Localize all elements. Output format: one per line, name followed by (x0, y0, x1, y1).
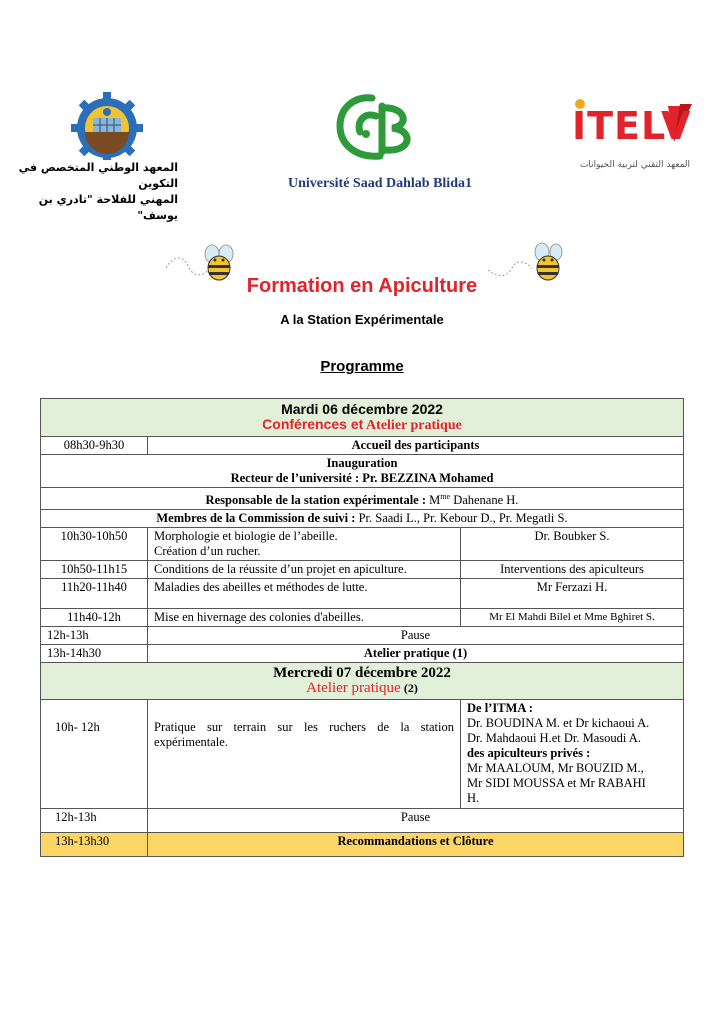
private-line-3: H. (467, 791, 480, 806)
session-speaker: Interventions des apiculteurs (461, 561, 684, 579)
institute-name-line-1: المعهد الوطني المتخصص في التكوين (18, 161, 178, 190)
institute-gear-logo (52, 92, 162, 160)
station-name: Dahenane H. (453, 493, 519, 508)
institute-name-arabic (18, 160, 178, 224)
session-time: 11h20-11h40 (41, 579, 148, 609)
day2-theme-text: Atelier pratique (306, 680, 401, 697)
programme-heading: Programme (320, 358, 404, 375)
university-name: Université Saad Dahlab Blida1 (288, 176, 472, 191)
practice-topic: Pratique sur terrain sur les ruchers de la station expérimentale. (148, 700, 461, 809)
table-row (41, 809, 684, 833)
welcome-time: 08h30-9h30 (41, 437, 148, 455)
private-line-1: Mr MAALOUM, Mr BOUZID M., (467, 761, 644, 776)
page-subtitle: A la Station Expérimentale (280, 312, 444, 327)
session-time: 11h40-12h (41, 609, 148, 627)
commission-label: Membres de la Commission de suivi : (156, 511, 356, 526)
session-topic: Conditions de la réussite d’un projet en apiculture. (148, 561, 461, 579)
closing-row (41, 833, 684, 857)
day1-header (41, 399, 684, 437)
inauguration-cell (41, 455, 684, 488)
session-time: 10h50-11h15 (41, 561, 148, 579)
institute-name-line-2: المهني للفلاحة "تادري بن يوسف" (38, 193, 178, 222)
table-row (41, 627, 684, 645)
pause-time: 12h-13h (41, 809, 148, 833)
table-row (41, 455, 684, 488)
table-row (41, 561, 684, 579)
workshop-time: 13h-14h30 (41, 645, 148, 663)
closing-label: Recommandations et Clôture (148, 833, 684, 857)
station-name-prefix: M (429, 493, 441, 508)
day1-theme-a: Conférences et (262, 416, 364, 432)
pause-label: Pause (148, 627, 684, 645)
programme-table (40, 398, 684, 857)
session-speaker: Dr. Boubker S. (461, 528, 684, 561)
table-row (41, 579, 684, 609)
session-topic (148, 528, 461, 561)
station-cell (41, 488, 684, 510)
itelv-logo (570, 96, 700, 152)
session-speaker: Mr El Mahdi Bilel et Mme Bghiret S. (461, 609, 684, 627)
closing-time: 13h-13h30 (41, 833, 148, 857)
day2-header (41, 663, 684, 700)
table-row (41, 528, 684, 561)
table-row (41, 700, 684, 809)
session-topic-line-1: Morphologie et biologie de l’abeille. (154, 529, 338, 544)
day2-theme (47, 681, 677, 696)
itma-line-2: Dr. Mahdaoui H.et Dr. Masoudi A. (467, 731, 641, 746)
day2-theme-num: (2) (403, 681, 418, 696)
page-title: Formation en Apiculture (246, 275, 478, 297)
rector-line: Recteur de l’université : Pr. BEZZINA Mohamed (230, 471, 494, 485)
commission-members: Pr. Saadi L., Pr. Kebour D., Pr. Megatli S. (358, 511, 568, 526)
itma-line-1: Dr. BOUDINA M. et Dr kichaoui A. (467, 716, 650, 731)
private-label: des apiculteurs privés : (467, 746, 591, 761)
pause-label: Pause (148, 809, 684, 833)
itma-label: De l’ITMA : (467, 701, 533, 716)
practice-speakers (461, 700, 684, 809)
session-topic: Mise en hivernage des colonies d'abeilles. (148, 609, 461, 627)
session-speaker: Mr Ferzazi H. (461, 579, 684, 609)
station-label: Responsable de la station expérimentale : (205, 493, 427, 508)
session-time: 10h30-10h50 (41, 528, 148, 561)
welcome-label: Accueil des participants (148, 437, 684, 455)
inauguration-title: Inauguration (326, 456, 398, 470)
workshop-label: Atelier pratique (1) (148, 645, 684, 663)
day1-theme-b: Atelier pratique (366, 418, 462, 433)
table-row (41, 437, 684, 455)
table-row (41, 645, 684, 663)
pause-time: 12h-13h (41, 627, 148, 645)
day1-theme (47, 417, 677, 433)
commission-cell (41, 510, 684, 528)
table-row (41, 488, 684, 510)
itelv-logo-text: ITELV (572, 104, 692, 148)
station-name-sup: me (440, 492, 451, 501)
session-topic: Maladies des abeilles et méthodes de lutte. (148, 579, 461, 609)
itelv-name-arabic: المعهد التقني لتربية الحيوانات (579, 160, 691, 170)
university-logo (326, 92, 426, 170)
day2-date: Mercredi 07 décembre 2022 (273, 665, 451, 682)
table-row (41, 609, 684, 627)
private-line-2: Mr SIDI MOUSSA et Mr RABAHI (467, 776, 646, 791)
table-row (41, 510, 684, 528)
session-topic-line-2: Création d’un rucher. (154, 544, 261, 559)
practice-time: 10h- 12h (41, 700, 148, 809)
day1-date: Mardi 06 décembre 2022 (281, 401, 443, 417)
